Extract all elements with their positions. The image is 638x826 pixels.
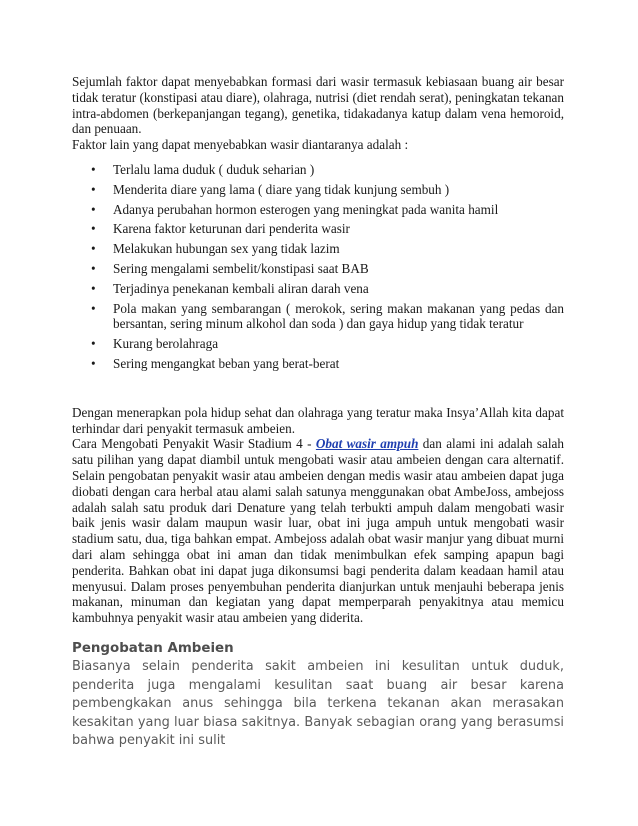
list-item — [72, 301, 564, 333]
bullet-icon: • — [91, 161, 96, 177]
list-item — [72, 336, 564, 352]
list-item — [72, 261, 564, 277]
factors-list — [72, 162, 564, 372]
bullet-icon: • — [91, 355, 96, 371]
factors-lead: Faktor lain yang dapat menyebabkan wasir diantaranya adalah : — [72, 137, 409, 153]
treatment-text-rest: dan alami ini adalah salah satu pilihan yang dapat diambil untuk mengobati wasir atau ambeien dengan cara alternatif. Selain pengobatan penyakit wasir atau ambeien dengan medis wasir atau ambeien dapat juga diobati dengan cara herbal atau alami salah satunya menggunakan obat AmbeJoss, ambejoss adalah salah satu produk dari Denature yang telah terbukti ampuh dalam mengobati wasir baik jenis wasir dalam maupun wasir luar, obat ini juga ampuh untuk mengobati wasir stadium satu, dua, tiga bahkan empat. Ambejoss adalah obat wasir manjur yang dibuat murni dari alam sehingga obat ini aman dan tidak menimbulkan efek samping apapun bagi penderita. Bahkan obat ini dapat juga dikonsumsi bagi penderita dalam keadaan hamil atau menyusui. Dalam proses penyembuhan penderita dianjurkan untuk menjauhi beberapa jenis makanan, minuman dan kegiatan yang dapat memperparah penyakitnya atau memicu kambuhnya penyakit wasir atau ambeien yang diderita. — [72, 436, 565, 626]
list-item-text: Menderita diare yang lama ( diare yang tidak kunjung sembuh ) — [113, 181, 450, 197]
list-item-text: Sering mengalami sembelit/konstipasi saat BAB — [113, 260, 369, 276]
list-item-text: Adanya perubahan hormon esterogen yang meningkat pada wanita hamil — [113, 201, 499, 217]
bullet-icon: • — [91, 221, 96, 237]
document-page — [72, 74, 564, 750]
spacer — [72, 376, 564, 405]
list-item — [72, 281, 564, 297]
list-item — [72, 182, 564, 198]
bullet-icon: • — [91, 181, 96, 197]
treatment-text-start: Cara Mengobati Penyakit Wasir Stadium 4 - — [72, 436, 316, 452]
bullet-icon: • — [91, 241, 96, 257]
section-paragraph: Biasanya selain penderita sakit ambeien ini kesulitan untuk duduk, penderita juga mengalami kesulitan saat buang air besar karena pembengkakan anus sehingga bila terkena tekanan akan merasakan kesakitan yang luar biasa sakitnya. Banyak sebagian orang yang berasumsi bahwa penyakit ini sulit — [72, 659, 564, 748]
pengobatan-section — [72, 640, 564, 750]
obat-wasir-ampuh-link[interactable]: Obat wasir ampuh — [315, 436, 419, 452]
list-item-text: Kurang berolahraga — [113, 336, 219, 352]
list-item — [72, 162, 564, 178]
intro-paragraph: Sejumlah faktor dapat menyebabkan formasi dari wasir termasuk kebiasaan buang air besar tidak teratur (konstipasi atau diare), olahraga, nutrisi (diet rendah serat), peningkatan tekanan intra-abdomen (berkepanjangan tegang), genetika, tidakadanya katup dalam vena hemoroid, dan penuaan. — [72, 74, 564, 137]
list-item-text: Terjadinya penekanan kembali aliran darah vena — [113, 280, 369, 296]
treatment-paragraph — [72, 436, 564, 626]
bullet-icon: • — [91, 260, 96, 276]
list-item-text: Melakukan hubungan sex yang tidak lazim — [113, 241, 340, 257]
list-item-text: Karena faktor keturunan dari penderita wasir — [113, 221, 350, 237]
section-heading: Pengobatan Ambeien — [72, 640, 234, 656]
list-item — [72, 356, 564, 372]
list-item-text: Sering mengangkat beban yang berat-berat — [113, 355, 340, 371]
bullet-icon: • — [91, 201, 96, 217]
list-item — [72, 221, 564, 237]
bullet-icon: • — [91, 300, 96, 316]
list-item — [72, 202, 564, 218]
bullet-icon: • — [91, 280, 96, 296]
closing-paragraph: Dengan menerapkan pola hidup sehat dan olahraga yang teratur maka Insya’Allah kita dapat terhindar dari penyakit termasuk ambeien. — [72, 404, 564, 436]
list-item-text: Pola makan yang sembarangan ( merokok, sering makan makanan yang pedas dan bersantan, sering minum alkohol dan soda ) dan gaya hidup yang tidak teratur — [113, 300, 564, 332]
bullet-icon: • — [91, 336, 96, 352]
list-item-text: Terlalu lama duduk ( duduk seharian ) — [113, 161, 315, 177]
list-item — [72, 241, 564, 257]
